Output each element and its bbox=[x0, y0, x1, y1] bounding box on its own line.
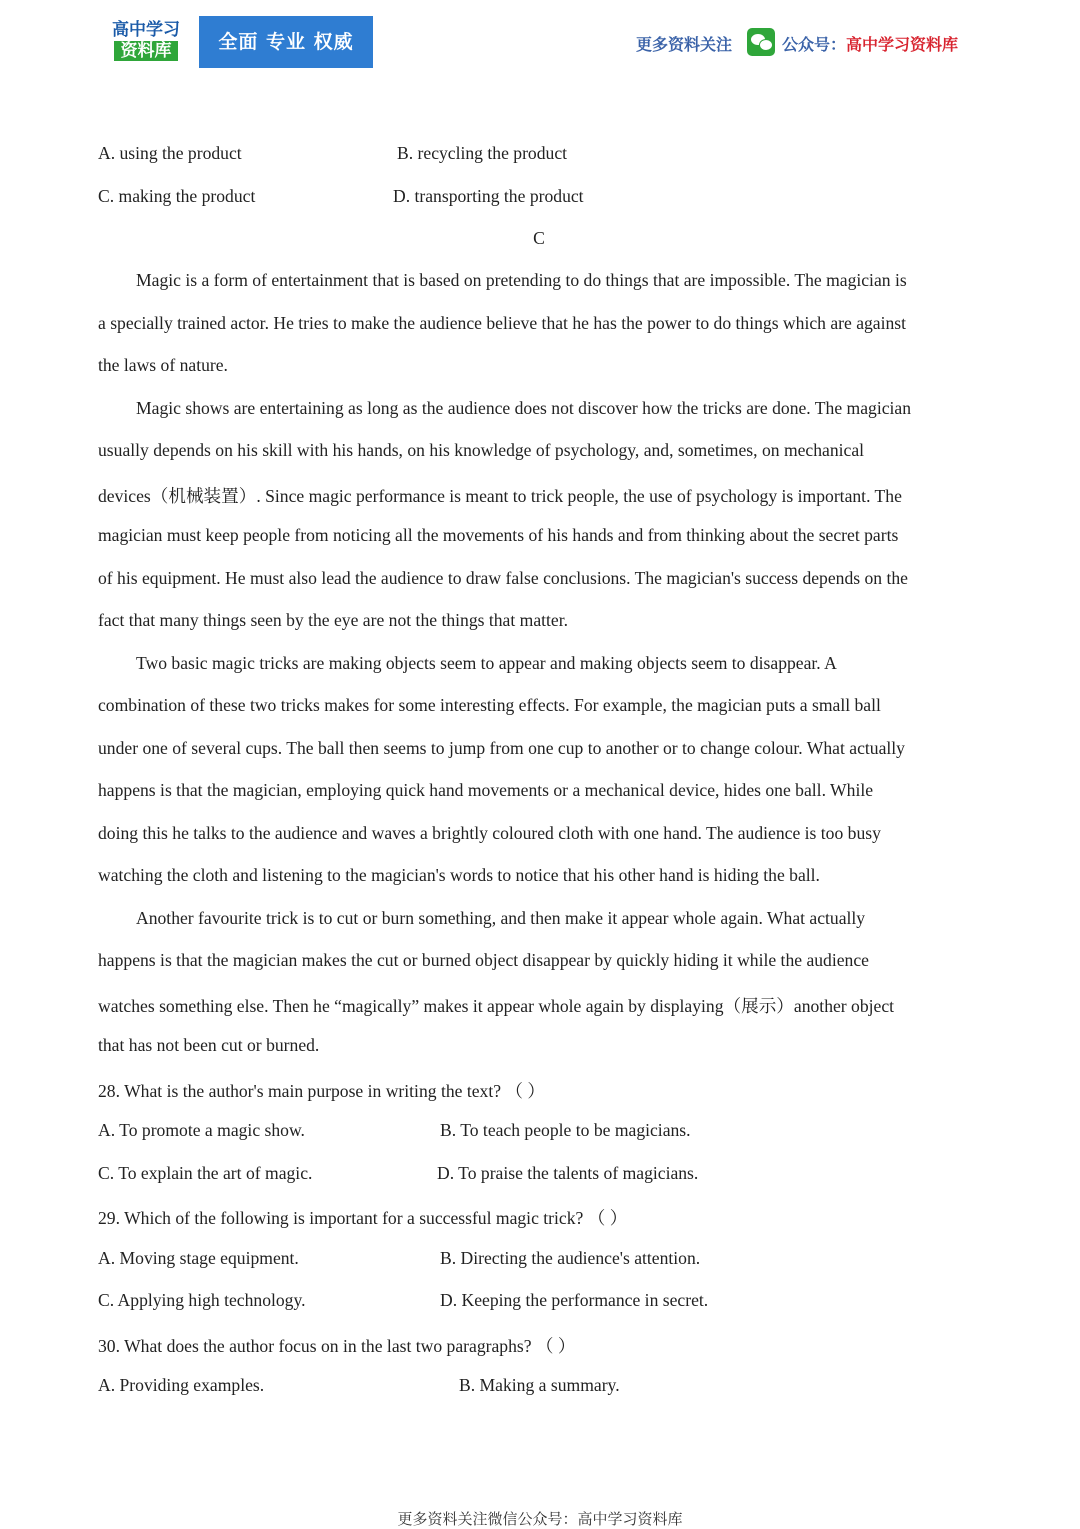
page-header bbox=[0, 0, 1080, 80]
question-28-stem: 28. What is the author's main purpose in writing the text? （ ） bbox=[98, 1081, 546, 1101]
q29-option-d: D. Keeping the performance in secret. bbox=[440, 1290, 709, 1310]
q30-option-b: B. Making a summary. bbox=[459, 1375, 620, 1395]
option-b: B. recycling the product bbox=[397, 143, 568, 163]
passage-line: under one of several cups. The ball then seems to jump from one cup to another or to change colour. What actually bbox=[98, 738, 905, 758]
passage-line: fact that many things seen by the eye are not the things that matter. bbox=[98, 610, 569, 630]
q29-option-b: B. Directing the audience's attention. bbox=[440, 1248, 701, 1268]
q28-option-a: A. To promote a magic show. bbox=[98, 1120, 305, 1140]
page-footer: 更多资料关注微信公众号：高中学习资料库 bbox=[397, 1510, 683, 1528]
slogan-banner: 全面 专业 权威 bbox=[199, 16, 373, 68]
account-label bbox=[782, 32, 958, 55]
q28-option-c: C. To explain the art of magic. bbox=[98, 1163, 313, 1183]
q28-option-d: D. To praise the talents of magicians. bbox=[437, 1163, 699, 1183]
passage-line: Magic shows are entertaining as long as the audience does not discover how the tricks are done. The magician bbox=[136, 398, 912, 418]
account-label-text: 公众号： bbox=[782, 35, 847, 54]
follow-text: 更多资料关注 bbox=[636, 35, 733, 54]
passage-line: doing this he talks to the audience and waves a brightly coloured cloth with one hand. The audience is too busy bbox=[98, 823, 881, 843]
passage-line: Another favourite trick is to cut or burn something, and then make it appear whole again. What actually bbox=[136, 908, 866, 928]
q29-option-c: C. Applying high technology. bbox=[98, 1290, 306, 1310]
passage-line: that has not been cut or burned. bbox=[98, 1035, 320, 1055]
q29-option-a: A. Moving stage equipment. bbox=[98, 1248, 299, 1268]
passage-line: magician must keep people from noticing all the movements of his hands and from thinking about the secret parts bbox=[98, 525, 899, 545]
passage-line: devices（机械装置）. Since magic performance is meant to trick people, the use of psychology is important. The bbox=[98, 486, 902, 506]
passage-line: watching the cloth and listening to the magician's words to notice that his other hand is hiding the ball. bbox=[98, 865, 820, 885]
question-30-stem: 30. What does the author focus on in the last two paragraphs? （ ） bbox=[98, 1336, 576, 1356]
option-a: A. using the product bbox=[98, 143, 242, 163]
q28-option-b: B. To teach people to be magicians. bbox=[440, 1120, 691, 1140]
q30-option-a: A. Providing examples. bbox=[98, 1375, 265, 1395]
passage-line: combination of these two tricks makes for some interesting effects. For example, the magician puts a small ball bbox=[98, 695, 881, 715]
passage-line: the laws of nature. bbox=[98, 355, 228, 375]
wechat-icon bbox=[747, 28, 775, 56]
passage-line: of his equipment. He must also lead the audience to draw false conclusions. The magician's success depends on the bbox=[98, 568, 908, 588]
passage-line: happens is that the magician makes the cut or burned object disappear by quickly hiding it while the audience bbox=[98, 950, 869, 970]
logo-line1: 高中学习 bbox=[112, 20, 180, 40]
option-d: D. transporting the product bbox=[393, 186, 584, 206]
logo-line2: 资料库 bbox=[114, 41, 178, 61]
question-29-stem: 29. Which of the following is important for a successful magic trick? （ ） bbox=[98, 1208, 628, 1228]
passage-line: watches something else. Then he “magically” makes it appear whole again by displaying（展示）another object bbox=[98, 996, 895, 1016]
passage-line: Magic is a form of entertainment that is based on pretending to do things that are impossible. The magician is bbox=[136, 270, 907, 290]
passage-line: usually depends on his skill with his hands, on his knowledge of psychology, and, sometimes, on mechanical bbox=[98, 440, 865, 460]
section-title: C bbox=[533, 228, 545, 248]
passage-line: happens is that the magician, employing quick hand movements or a mechanical device, hides one ball. While bbox=[98, 780, 874, 800]
site-logo bbox=[110, 20, 182, 64]
passage-line: Two basic magic tricks are making objects seem to appear and making objects seem to disappear. A bbox=[136, 653, 837, 673]
option-c: C. making the product bbox=[98, 186, 256, 206]
passage-line: a specially trained actor. He tries to make the audience believe that he has the power to do things which are against bbox=[98, 313, 907, 333]
account-name: 高中学习资料库 bbox=[846, 35, 959, 54]
